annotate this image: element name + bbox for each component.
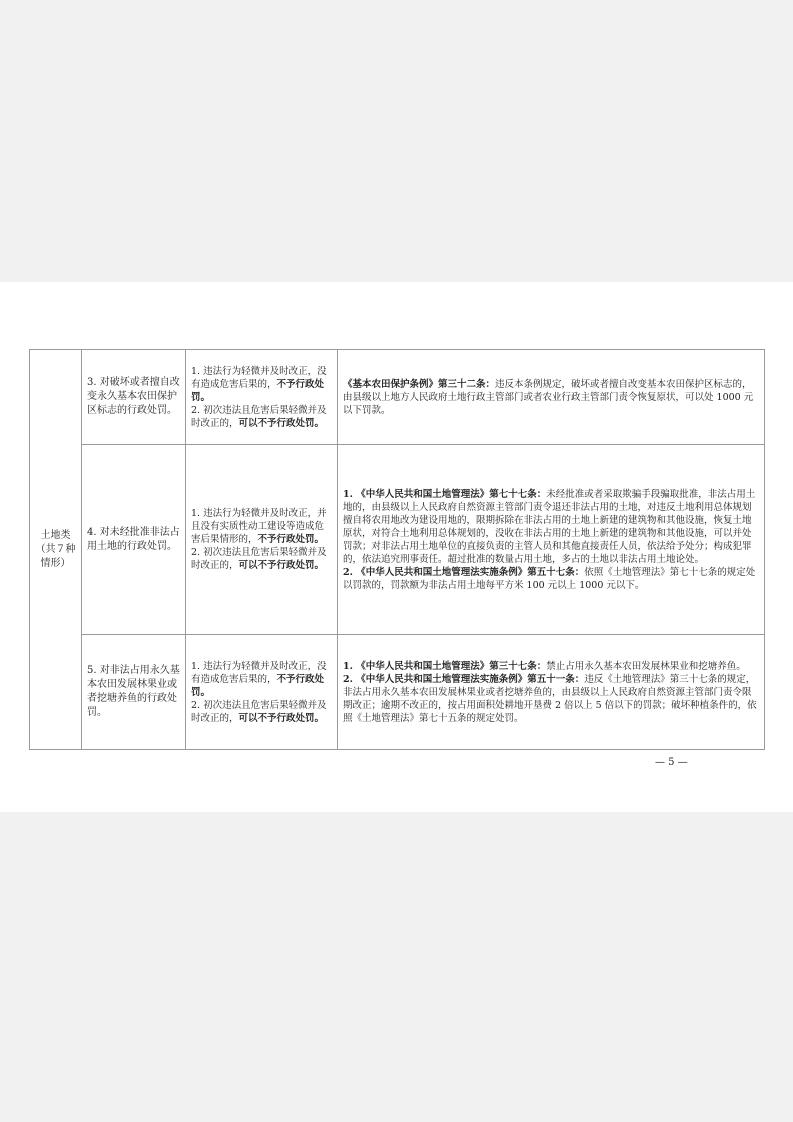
table-row [30, 350, 765, 445]
law-article-text: 依照《土地管理法》第七十七条的规定处以罚款的，罚款额为非法占用土地每平方米 100 元以上 1000 元以下。 [343, 566, 756, 591]
law-article-text: 违反《土地管理法》第三十七条的规定，非法占用永久基本农田发展林果业或者挖塘养鱼的，由县级以上人民政府自然资源主管部门责令限期改正；逾期不改正的，按占用面积处耕地开垦费 2 倍以上 5 倍以下的罚款；破坏种植条件的，依照《土地管理法》第七十五条的规定处罚。 [343, 673, 757, 724]
law-article-text: 未经批准或者采取欺骗手段骗取批准，非法占用土地的，由县级以上人民政府自然资源主管部门责令退还非法占用的土地，对违反土地利用总体规划擅自将农用地改为建设用地的，限期拆除在非法占用的土地上新建的建筑物和其他设施，恢复土地原状，对符合土地利用总体规划的，没收在非法占用的土地上新建的建筑物和其他设施，可以并处罚款；对非法占用土地单位的直接负责的主管人员和其他直接责任人员，依法给予处分；构成犯罪的，依法追究刑事责任。超过批准的数量占用土地，多占的土地以非法占用土地论处。 [343, 488, 756, 565]
case-text: 4. 对未经批准非法占用土地的行政处罚。 [87, 526, 180, 552]
legal-basis-item [343, 566, 759, 592]
condition-result: 可以不予行政处罚。 [238, 417, 325, 429]
condition-item [191, 507, 332, 546]
condition-item [191, 404, 332, 430]
case-text: 3. 对破坏或者擅自改变永久基本农田保护区标志的行政处罚。 [87, 377, 180, 416]
condition-item [191, 365, 332, 404]
condition-result: 不予行政处罚。 [191, 673, 325, 698]
condition-result: 不予行政处罚。 [191, 378, 325, 403]
legal-basis-cell [338, 445, 765, 635]
condition-cell [186, 350, 338, 445]
condition-result: 不予行政处罚。 [257, 534, 325, 545]
law-article-title: 1. 《中华人民共和国土地管理法》第七十七条： [343, 488, 547, 500]
document-page [0, 282, 793, 812]
law-article-title: 《基本农田保护条例》第三十二条： [343, 378, 496, 390]
legal-basis-item [343, 673, 759, 725]
law-article-text: 违反本条例规定，破坏或者擅自改变基本农田保护区标志的，由县级以上地方人民政府土地行政主管部门或者农业行政主管部门责令恢复原状，可以处 1000 元以下罚款。 [343, 378, 754, 416]
condition-text: 1. 违法行为轻微并及时改正，没有造成危害后果的， [191, 660, 327, 685]
condition-text: 2. 初次违法且危害后果轻微并及时改正的， [191, 547, 327, 571]
condition-result: 可以不予行政处罚。 [238, 712, 325, 724]
case-cell [82, 635, 186, 750]
legal-basis-item [343, 378, 759, 417]
law-article-title: 2. 《中华人民共和国土地管理法实施条例》第五十七条： [343, 566, 585, 578]
page-number: — 5 — [655, 757, 688, 768]
condition-result: 可以不予行政处罚。 [238, 560, 325, 571]
table-row [30, 635, 765, 750]
law-article-title: 2. 《中华人民共和国土地管理法实施条例》第五十一条： [343, 673, 585, 685]
table-row [30, 445, 765, 635]
condition-cell [186, 635, 338, 750]
category-cell [30, 350, 82, 750]
condition-text: 2. 初次违法且危害后果轻微并及时改正的， [191, 699, 327, 724]
case-text: 5. 对非法占用永久基本农田发展林果业或者挖塘养鱼的行政处罚。 [87, 665, 180, 718]
category-label: 土地类（共７种情形） [35, 529, 76, 569]
legal-basis-cell [338, 350, 765, 445]
legal-basis-cell [338, 635, 765, 750]
case-cell [82, 350, 186, 445]
legal-basis-item [343, 660, 759, 673]
penalty-table [29, 349, 765, 750]
condition-item [191, 546, 332, 572]
case-cell [82, 445, 186, 635]
condition-text: 2. 初次违法且危害后果轻微并及时改正的， [191, 404, 327, 429]
law-article-title: 1. 《中华人民共和国土地管理法》第三十七条： [343, 660, 547, 672]
condition-item [191, 699, 332, 725]
condition-text: 1. 违法行为轻微并及时改正，并且没有实质性动工建设等造成危害后果情形的， [191, 508, 327, 545]
condition-cell [186, 445, 338, 635]
legal-basis-item [343, 488, 759, 566]
condition-text: 1. 违法行为轻微并及时改正，没有造成危害后果的， [191, 365, 327, 390]
law-article-text: 禁止占用永久基本农田发展林果业和挖塘养鱼。 [546, 660, 746, 672]
condition-item [191, 660, 332, 699]
